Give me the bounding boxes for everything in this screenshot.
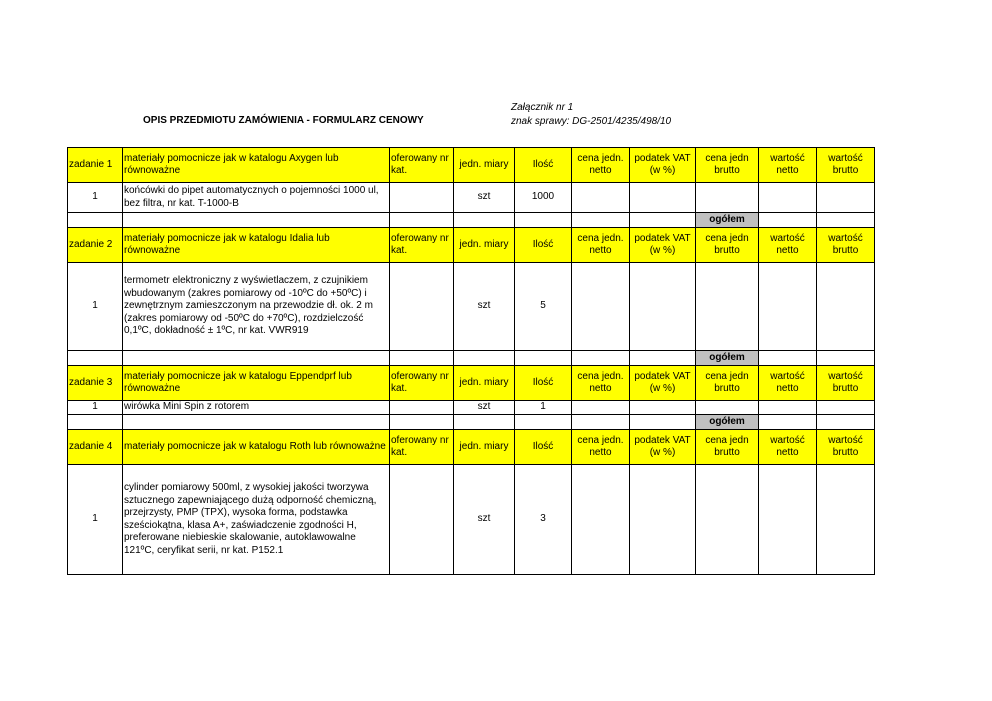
col-net-price: cena jedn. netto xyxy=(572,430,630,465)
total-net-cell[interactable] xyxy=(759,415,817,430)
task-title: materiały pomocnicze jak w katalogu Roth lub równoważne xyxy=(123,430,390,465)
col-qty: Ilość xyxy=(515,366,572,401)
task-title: materiały pomocnicze jak w katalogu Axygen lub równoważne xyxy=(123,148,390,183)
net-value-cell[interactable] xyxy=(759,401,817,415)
task-label: zadanie 4 xyxy=(68,430,123,465)
task-title: materiały pomocnicze jak w katalogu Eppendprf lub równoważne xyxy=(123,366,390,401)
col-offered: oferowany nr kat. xyxy=(390,366,454,401)
vat-cell[interactable] xyxy=(630,263,696,351)
col-offered: oferowany nr kat. xyxy=(390,148,454,183)
col-unit: jedn. miary xyxy=(454,366,515,401)
item-row xyxy=(68,183,875,213)
gross-value-cell[interactable] xyxy=(817,401,875,415)
task-label: zadanie 1 xyxy=(68,148,123,183)
col-unit: jedn. miary xyxy=(454,148,515,183)
offered-cell[interactable] xyxy=(390,263,454,351)
item-unit: szt xyxy=(454,183,515,213)
col-unit: jedn. miary xyxy=(454,228,515,263)
col-vat: podatek VAT (w %) xyxy=(630,148,696,183)
col-gross-price: cena jedn brutto xyxy=(696,430,759,465)
total-row xyxy=(68,213,875,228)
net-price-cell[interactable] xyxy=(572,263,630,351)
gross-value-cell[interactable] xyxy=(817,465,875,575)
col-vat: podatek VAT (w %) xyxy=(630,430,696,465)
offered-cell[interactable] xyxy=(390,401,454,415)
net-value-cell[interactable] xyxy=(759,465,817,575)
item-unit: szt xyxy=(454,465,515,575)
annex-block xyxy=(511,101,671,129)
gross-value-cell[interactable] xyxy=(817,183,875,213)
task-title: materiały pomocnicze jak w katalogu Idalia lub równoważne xyxy=(123,228,390,263)
task-header-row xyxy=(68,148,875,183)
total-gross-cell[interactable] xyxy=(817,415,875,430)
item-number: 1 xyxy=(68,401,123,415)
net-value-cell[interactable] xyxy=(759,183,817,213)
item-description: cylinder pomiarowy 500ml, z wysokiej jakości tworzywa sztucznego zapewniającego dużą odporność chemiczną, przejrzysty, PMP (TPX), wysoka forma, podstawka sześciokątna, klasa A+, zaświadczenie zgodności H, preferowane niebieskie skalowanie, autoklawowalne 121ºC, ceryfikat serii, nr kat. P152.1 xyxy=(123,465,390,575)
net-value-cell[interactable] xyxy=(759,263,817,351)
task-header-row xyxy=(68,430,875,465)
item-description: końcówki do pipet automatycznych o pojemności 1000 ul, bez filtra, nr kat. T-1000-B xyxy=(123,183,390,213)
item-qty: 1000 xyxy=(515,183,572,213)
col-qty: Ilość xyxy=(515,430,572,465)
net-price-cell[interactable] xyxy=(572,401,630,415)
item-unit: szt xyxy=(454,263,515,351)
col-net-value: wartość netto xyxy=(759,366,817,401)
item-description: termometr elektroniczny z wyświetlaczem, z czujnikiem wbudowanym (zakres pomiarowy od -10ºC do +50ºC) i zewnętrznym zamieszczonym na przewodzie dł. ok. 2 m (zakres pomiarowy od -50ºC do +70ºC), rozdzielczość 0,1ºC, dokładność ± 1ºC, nr kat. VWR919 xyxy=(123,263,390,351)
item-number: 1 xyxy=(68,465,123,575)
total-row xyxy=(68,351,875,366)
col-gross-value: wartość brutto xyxy=(817,366,875,401)
item-qty: 1 xyxy=(515,401,572,415)
item-number: 1 xyxy=(68,183,123,213)
total-net-cell[interactable] xyxy=(759,213,817,228)
col-gross-value: wartość brutto xyxy=(817,148,875,183)
total-label: ogółem xyxy=(696,351,759,366)
form-title: OPIS PRZEDMIOTU ZAMÓWIENIA - FORMULARZ CENOWY xyxy=(143,115,424,126)
item-row xyxy=(68,465,875,575)
item-description: wirówka Mini Spin z rotorem xyxy=(123,401,390,415)
gross-price-cell[interactable] xyxy=(696,401,759,415)
col-offered: oferowany nr kat. xyxy=(390,228,454,263)
col-unit: jedn. miary xyxy=(454,430,515,465)
vat-cell[interactable] xyxy=(630,401,696,415)
item-qty: 5 xyxy=(515,263,572,351)
task-header-row xyxy=(68,228,875,263)
gross-price-cell[interactable] xyxy=(696,263,759,351)
col-gross-price: cena jedn brutto xyxy=(696,148,759,183)
col-net-value: wartość netto xyxy=(759,148,817,183)
col-vat: podatek VAT (w %) xyxy=(630,366,696,401)
vat-cell[interactable] xyxy=(630,183,696,213)
net-price-cell[interactable] xyxy=(572,465,630,575)
total-label: ogółem xyxy=(696,213,759,228)
col-vat: podatek VAT (w %) xyxy=(630,228,696,263)
gross-value-cell[interactable] xyxy=(817,263,875,351)
task-header-row xyxy=(68,366,875,401)
col-net-price: cena jedn. netto xyxy=(572,148,630,183)
col-net-price: cena jedn. netto xyxy=(572,366,630,401)
net-price-cell[interactable] xyxy=(572,183,630,213)
offered-cell[interactable] xyxy=(390,465,454,575)
col-gross-value: wartość brutto xyxy=(817,228,875,263)
item-row xyxy=(68,263,875,351)
col-net-value: wartość netto xyxy=(759,228,817,263)
gross-price-cell[interactable] xyxy=(696,183,759,213)
item-qty: 3 xyxy=(515,465,572,575)
total-net-cell[interactable] xyxy=(759,351,817,366)
offered-cell[interactable] xyxy=(390,183,454,213)
total-label: ogółem xyxy=(696,415,759,430)
total-gross-cell[interactable] xyxy=(817,351,875,366)
col-gross-price: cena jedn brutto xyxy=(696,366,759,401)
case-reference: znak sprawy: DG-2501/4235/498/10 xyxy=(511,116,672,127)
col-gross-value: wartość brutto xyxy=(817,430,875,465)
price-form-table xyxy=(67,147,875,575)
task-label: zadanie 3 xyxy=(68,366,123,401)
item-unit: szt xyxy=(454,401,515,415)
item-row xyxy=(68,401,875,415)
col-gross-price: cena jedn brutto xyxy=(696,228,759,263)
total-gross-cell[interactable] xyxy=(817,213,875,228)
col-qty: Ilość xyxy=(515,228,572,263)
col-offered: oferowany nr kat. xyxy=(390,430,454,465)
col-qty: Ilość xyxy=(515,148,572,183)
annex-label: Załącznik nr 1 xyxy=(511,102,574,113)
vat-cell[interactable] xyxy=(630,465,696,575)
col-net-price: cena jedn. netto xyxy=(572,228,630,263)
task-label: zadanie 2 xyxy=(68,228,123,263)
col-net-value: wartość netto xyxy=(759,430,817,465)
item-number: 1 xyxy=(68,263,123,351)
gross-price-cell[interactable] xyxy=(696,465,759,575)
total-row xyxy=(68,415,875,430)
